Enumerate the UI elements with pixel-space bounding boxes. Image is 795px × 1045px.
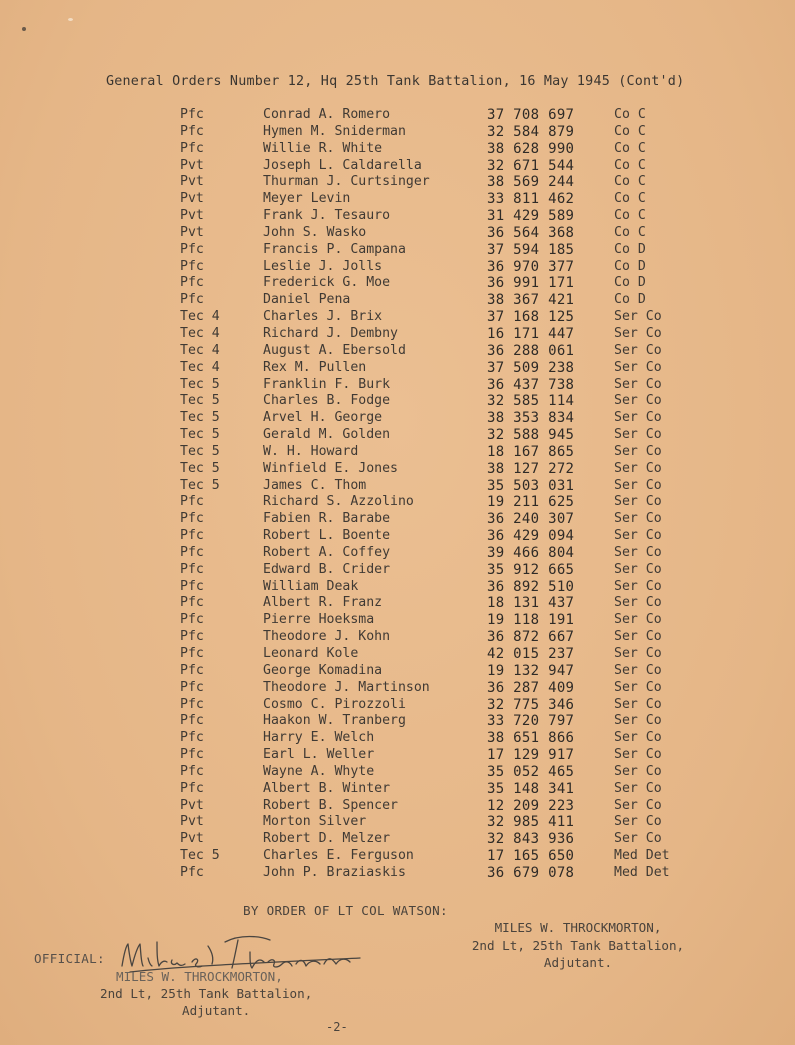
serial-number-cell: 38 628 990: [487, 140, 575, 157]
roster-row: [0, 124, 795, 141]
name-cell: Harry E. Welch: [263, 730, 375, 746]
serial-number-cell: 35 148 341: [487, 780, 575, 797]
grade-cell: Pfc: [180, 780, 204, 796]
roster-row: [0, 663, 795, 680]
serial-number-cell: 36 429 094: [487, 528, 575, 545]
name-cell: William Deak: [263, 578, 359, 594]
serial-number-cell: 35 052 465: [487, 763, 575, 780]
name-cell: Theodore J. Kohn: [263, 629, 391, 645]
page-number: -2-: [326, 1020, 348, 1034]
serial-number-cell: 17 129 917: [487, 747, 575, 764]
roster-row: [0, 494, 795, 511]
unit-cell: Med Det: [614, 848, 670, 864]
unit-cell: Ser Co: [614, 511, 662, 527]
grade-cell: Pfc: [180, 679, 204, 695]
grade-cell: Pvt: [180, 224, 204, 240]
name-cell: Pierre Hoeksma: [263, 612, 375, 628]
roster-row: [0, 697, 795, 714]
unit-cell: Ser Co: [614, 477, 662, 493]
roster-row: [0, 461, 795, 478]
serial-number-cell: 42 015 237: [487, 646, 575, 662]
roster-row: [0, 259, 795, 276]
unit-cell: Ser Co: [614, 376, 662, 392]
serial-number-cell: 37 594 185: [487, 241, 575, 258]
grade-cell: Pvt: [180, 831, 204, 847]
name-cell: Robert A. Coffey: [263, 544, 391, 560]
roster-row: [0, 713, 795, 730]
serial-number-cell: 12 209 223: [487, 797, 575, 814]
unit-cell: Ser Co: [614, 595, 662, 611]
unit-cell: Co D: [614, 292, 646, 308]
roster-row: [0, 478, 795, 495]
serial-number-cell: 37 708 697: [487, 107, 575, 123]
name-cell: Charles E. Ferguson: [263, 848, 414, 864]
name-cell: James C. Thom: [263, 477, 367, 493]
unit-cell: Co D: [614, 275, 646, 291]
name-cell: Franklin F. Burk: [263, 376, 391, 392]
grade-cell: Pfc: [180, 511, 204, 527]
serial-number-cell: 36 872 667: [487, 629, 575, 646]
roster-row: [0, 360, 795, 377]
serial-number-cell: 18 167 865: [487, 443, 575, 460]
roster-row: [0, 410, 795, 427]
serial-number-cell: 33 811 462: [487, 191, 575, 208]
roster-row: [0, 629, 795, 646]
personnel-roster: [0, 107, 795, 882]
name-cell: Leonard Kole: [263, 646, 359, 661]
name-cell: Gerald M. Golden: [263, 427, 391, 443]
unit-cell: Ser Co: [614, 528, 662, 544]
grade-cell: Pfc: [180, 696, 204, 712]
unit-cell: Ser Co: [614, 393, 662, 409]
serial-number-cell: 32 671 544: [487, 157, 575, 174]
roster-row: [0, 292, 795, 309]
roster-row: [0, 848, 795, 865]
serial-number-cell: 33 720 797: [487, 713, 575, 730]
name-cell: Charles J. Brix: [263, 309, 383, 325]
unit-cell: Ser Co: [614, 342, 662, 358]
grade-cell: Pfc: [180, 763, 204, 779]
serial-number-cell: 38 127 272: [487, 460, 575, 477]
roster-row: [0, 680, 795, 697]
serial-number-cell: 32 985 411: [487, 814, 575, 831]
grade-cell: Pfc: [180, 612, 204, 628]
name-cell: Richard J. Dembny: [263, 325, 398, 341]
serial-number-cell: 36 240 307: [487, 511, 575, 528]
grade-cell: Tec 4: [180, 309, 220, 325]
by-order-line: BY ORDER OF LT COL WATSON:: [243, 903, 448, 918]
grade-cell: Tec 5: [180, 376, 220, 392]
unit-cell: Co C: [614, 224, 646, 240]
name-cell: Frederick G. Moe: [263, 275, 391, 291]
unit-cell: Co C: [614, 157, 646, 173]
unit-cell: Ser Co: [614, 410, 662, 426]
grade-cell: Pvt: [180, 191, 204, 207]
unit-cell: Ser Co: [614, 814, 662, 830]
unit-cell: Ser Co: [614, 578, 662, 594]
grade-cell: Pfc: [180, 241, 204, 257]
unit-cell: Co C: [614, 174, 646, 190]
serial-number-cell: 35 503 031: [487, 477, 575, 494]
unit-cell: Ser Co: [614, 730, 662, 746]
unit-cell: Ser Co: [614, 359, 662, 375]
roster-row: [0, 174, 795, 191]
unit-cell: Co C: [614, 123, 646, 139]
roster-row: [0, 579, 795, 596]
roster-row: [0, 275, 795, 292]
serial-number-cell: 19 118 191: [487, 612, 575, 629]
roster-row: [0, 141, 795, 158]
name-cell: Charles B. Fodge: [263, 393, 391, 409]
roster-row: [0, 747, 795, 764]
unit-cell: Ser Co: [614, 460, 662, 476]
name-cell: Cosmo C. Pirozzoli: [263, 696, 406, 712]
roster-row: [0, 427, 795, 444]
roster-row: [0, 225, 795, 242]
name-cell: Haakon W. Tranberg: [263, 713, 406, 729]
roster-row: [0, 562, 795, 579]
grade-cell: Pvt: [180, 157, 204, 173]
grade-cell: Tec 5: [180, 443, 220, 459]
unit-cell: Ser Co: [614, 696, 662, 712]
unit-cell: Co C: [614, 140, 646, 156]
roster-row: [0, 831, 795, 848]
unit-cell: Ser Co: [614, 679, 662, 695]
roster-row: [0, 781, 795, 798]
name-cell: Wayne A. Whyte: [263, 763, 375, 779]
roster-row: [0, 865, 795, 882]
roster-row: [0, 343, 795, 360]
roster-row: [0, 612, 795, 629]
signatory-rank: 2nd Lt, 25th Tank Battalion,: [471, 937, 685, 953]
serial-number-cell: 39 466 804: [487, 544, 575, 561]
name-cell: Albert R. Franz: [263, 595, 383, 611]
unit-cell: Ser Co: [614, 747, 662, 763]
roster-row: [0, 158, 795, 175]
unit-cell: Ser Co: [614, 544, 662, 560]
unit-cell: Ser Co: [614, 443, 662, 459]
name-cell: Arvel H. George: [263, 410, 383, 426]
signatory-title: Adjutant.: [182, 1003, 251, 1018]
unit-cell: Ser Co: [614, 494, 662, 510]
name-cell: Francis P. Campana: [263, 241, 406, 257]
signature-block-left: [100, 968, 360, 1019]
grade-cell: Pvt: [180, 814, 204, 830]
serial-number-cell: 38 569 244: [487, 174, 575, 191]
grade-cell: Pfc: [180, 713, 204, 729]
serial-number-cell: 37 509 238: [487, 359, 575, 376]
serial-number-cell: 38 651 866: [487, 730, 575, 747]
grade-cell: Tec 5: [180, 393, 220, 409]
serial-number-cell: 36 564 368: [487, 224, 575, 241]
unit-cell: Ser Co: [614, 309, 662, 325]
grade-cell: Pfc: [180, 292, 204, 308]
signature-block-right: [458, 919, 698, 972]
name-cell: Winfield E. Jones: [263, 460, 398, 476]
grade-cell: Pfc: [180, 561, 204, 577]
serial-number-cell: 36 679 078: [487, 864, 575, 881]
grade-cell: Pfc: [180, 544, 204, 560]
unit-cell: Ser Co: [614, 797, 662, 813]
grade-cell: Tec 5: [180, 477, 220, 493]
grade-cell: Pfc: [180, 662, 204, 678]
roster-row: [0, 646, 795, 663]
name-cell: Rex M. Pullen: [263, 359, 367, 375]
grade-cell: Pfc: [180, 730, 204, 746]
unit-cell: Ser Co: [614, 612, 662, 628]
serial-number-cell: 38 353 834: [487, 410, 575, 427]
serial-number-cell: 31 429 589: [487, 208, 575, 225]
roster-row: [0, 107, 795, 124]
grade-cell: Pfc: [180, 595, 204, 611]
name-cell: Albert B. Winter: [263, 780, 391, 796]
unit-cell: Ser Co: [614, 427, 662, 443]
roster-row: [0, 191, 795, 208]
unit-cell: Ser Co: [614, 325, 662, 341]
serial-number-cell: 18 131 437: [487, 595, 575, 612]
grade-cell: Tec 5: [180, 410, 220, 426]
unit-cell: Ser Co: [614, 629, 662, 645]
name-cell: Conrad A. Romero: [263, 107, 391, 122]
roster-row: [0, 511, 795, 528]
name-cell: Frank J. Tesauro: [263, 208, 391, 224]
name-cell: Theodore J. Martinson: [263, 679, 430, 695]
unit-cell: Ser Co: [614, 763, 662, 779]
name-cell: August A. Ebersold: [263, 342, 406, 358]
grade-cell: Tec 5: [180, 460, 220, 476]
roster-row: [0, 545, 795, 562]
grade-cell: Pfc: [180, 747, 204, 763]
grade-cell: Pfc: [180, 258, 204, 274]
roster-row: [0, 208, 795, 225]
roster-row: [0, 242, 795, 259]
unit-cell: Med Det: [614, 864, 670, 880]
serial-number-cell: 32 584 879: [487, 123, 575, 140]
name-cell: Meyer Levin: [263, 191, 351, 207]
unit-cell: Co D: [614, 241, 646, 257]
roster-row: [0, 764, 795, 781]
serial-number-cell: 36 970 377: [487, 258, 575, 275]
grade-cell: Pfc: [180, 123, 204, 139]
serial-number-cell: 38 367 421: [487, 292, 575, 309]
signatory-rank: 2nd Lt, 25th Tank Battalion,: [100, 986, 313, 1001]
grade-cell: Pfc: [180, 275, 204, 291]
serial-number-cell: 36 991 171: [487, 275, 575, 292]
unit-cell: Co C: [614, 107, 646, 122]
roster-row: [0, 595, 795, 612]
grade-cell: Tec 4: [180, 342, 220, 358]
grade-cell: Pfc: [180, 646, 204, 661]
roster-row: [0, 444, 795, 461]
name-cell: George Komadina: [263, 662, 383, 678]
grade-cell: Pfc: [180, 140, 204, 156]
ink-speck: [68, 18, 73, 21]
unit-cell: Co D: [614, 258, 646, 274]
serial-number-cell: 19 132 947: [487, 662, 575, 679]
serial-number-cell: 36 287 409: [487, 679, 575, 696]
name-cell: John P. Braziaskis: [263, 864, 406, 880]
signatory-name: MILES W. THROCKMORTON,: [494, 920, 662, 935]
serial-number-cell: 36 892 510: [487, 578, 575, 595]
name-cell: Willie R. White: [263, 140, 383, 156]
serial-number-cell: 32 585 114: [487, 393, 575, 410]
name-cell: Fabien R. Barabe: [263, 511, 391, 527]
name-cell: John S. Wasko: [263, 224, 367, 240]
grade-cell: Pvt: [180, 174, 204, 190]
signatory-title: Adjutant.: [543, 955, 613, 970]
grade-cell: Pvt: [180, 797, 204, 813]
roster-row: [0, 730, 795, 747]
name-cell: Robert D. Melzer: [263, 831, 391, 847]
page-header: General Orders Number 12, Hq 25th Tank Battalion, 16 May 1945 (Cont'd): [106, 74, 685, 89]
serial-number-cell: 32 775 346: [487, 696, 575, 713]
name-cell: Daniel Pena: [263, 292, 351, 308]
name-cell: Earl L. Weller: [263, 747, 375, 763]
roster-row: [0, 326, 795, 343]
roster-row: [0, 798, 795, 815]
serial-number-cell: 36 288 061: [487, 342, 575, 359]
grade-cell: Pfc: [180, 864, 204, 880]
grade-cell: Pfc: [180, 578, 204, 594]
name-cell: Richard S. Azzolino: [263, 494, 414, 510]
serial-number-cell: 37 168 125: [487, 309, 575, 326]
name-cell: W. H. Howard: [263, 443, 359, 459]
name-cell: Edward B. Crider: [263, 561, 391, 577]
ink-speck: [22, 27, 26, 31]
serial-number-cell: 32 843 936: [487, 831, 575, 848]
serial-number-cell: 36 437 738: [487, 376, 575, 393]
unit-cell: Ser Co: [614, 831, 662, 847]
serial-number-cell: 16 171 447: [487, 325, 575, 342]
serial-number-cell: 19 211 625: [487, 494, 575, 511]
roster-row: [0, 393, 795, 410]
unit-cell: Ser Co: [614, 713, 662, 729]
grade-cell: Pfc: [180, 107, 204, 122]
name-cell: Leslie J. Jolls: [263, 258, 383, 274]
serial-number-cell: 32 588 945: [487, 427, 575, 444]
grade-cell: Tec 4: [180, 359, 220, 375]
grade-cell: Tec 5: [180, 427, 220, 443]
official-label: OFFICIAL:: [34, 951, 105, 966]
name-cell: Thurman J. Curtsinger: [263, 174, 430, 190]
name-cell: Joseph L. Caldarella: [263, 157, 422, 173]
signatory-name: MILES W. THROCKMORTON,: [116, 969, 283, 984]
serial-number-cell: 17 165 650: [487, 848, 575, 865]
unit-cell: Ser Co: [614, 662, 662, 678]
roster-row: [0, 814, 795, 831]
unit-cell: Co C: [614, 208, 646, 224]
grade-cell: Tec 4: [180, 325, 220, 341]
grade-cell: Pfc: [180, 629, 204, 645]
grade-cell: Tec 5: [180, 848, 220, 864]
roster-row: [0, 528, 795, 545]
grade-cell: Pfc: [180, 528, 204, 544]
name-cell: Hymen M. Sniderman: [263, 123, 406, 139]
name-cell: Robert B. Spencer: [263, 797, 398, 813]
roster-row: [0, 309, 795, 326]
name-cell: Morton Silver: [263, 814, 367, 830]
unit-cell: Co C: [614, 191, 646, 207]
unit-cell: Ser Co: [614, 780, 662, 796]
serial-number-cell: 35 912 665: [487, 561, 575, 578]
name-cell: Robert L. Boente: [263, 528, 391, 544]
roster-row: [0, 377, 795, 394]
unit-cell: Ser Co: [614, 646, 662, 661]
unit-cell: Ser Co: [614, 561, 662, 577]
grade-cell: Pfc: [180, 494, 204, 510]
grade-cell: Pvt: [180, 208, 204, 224]
